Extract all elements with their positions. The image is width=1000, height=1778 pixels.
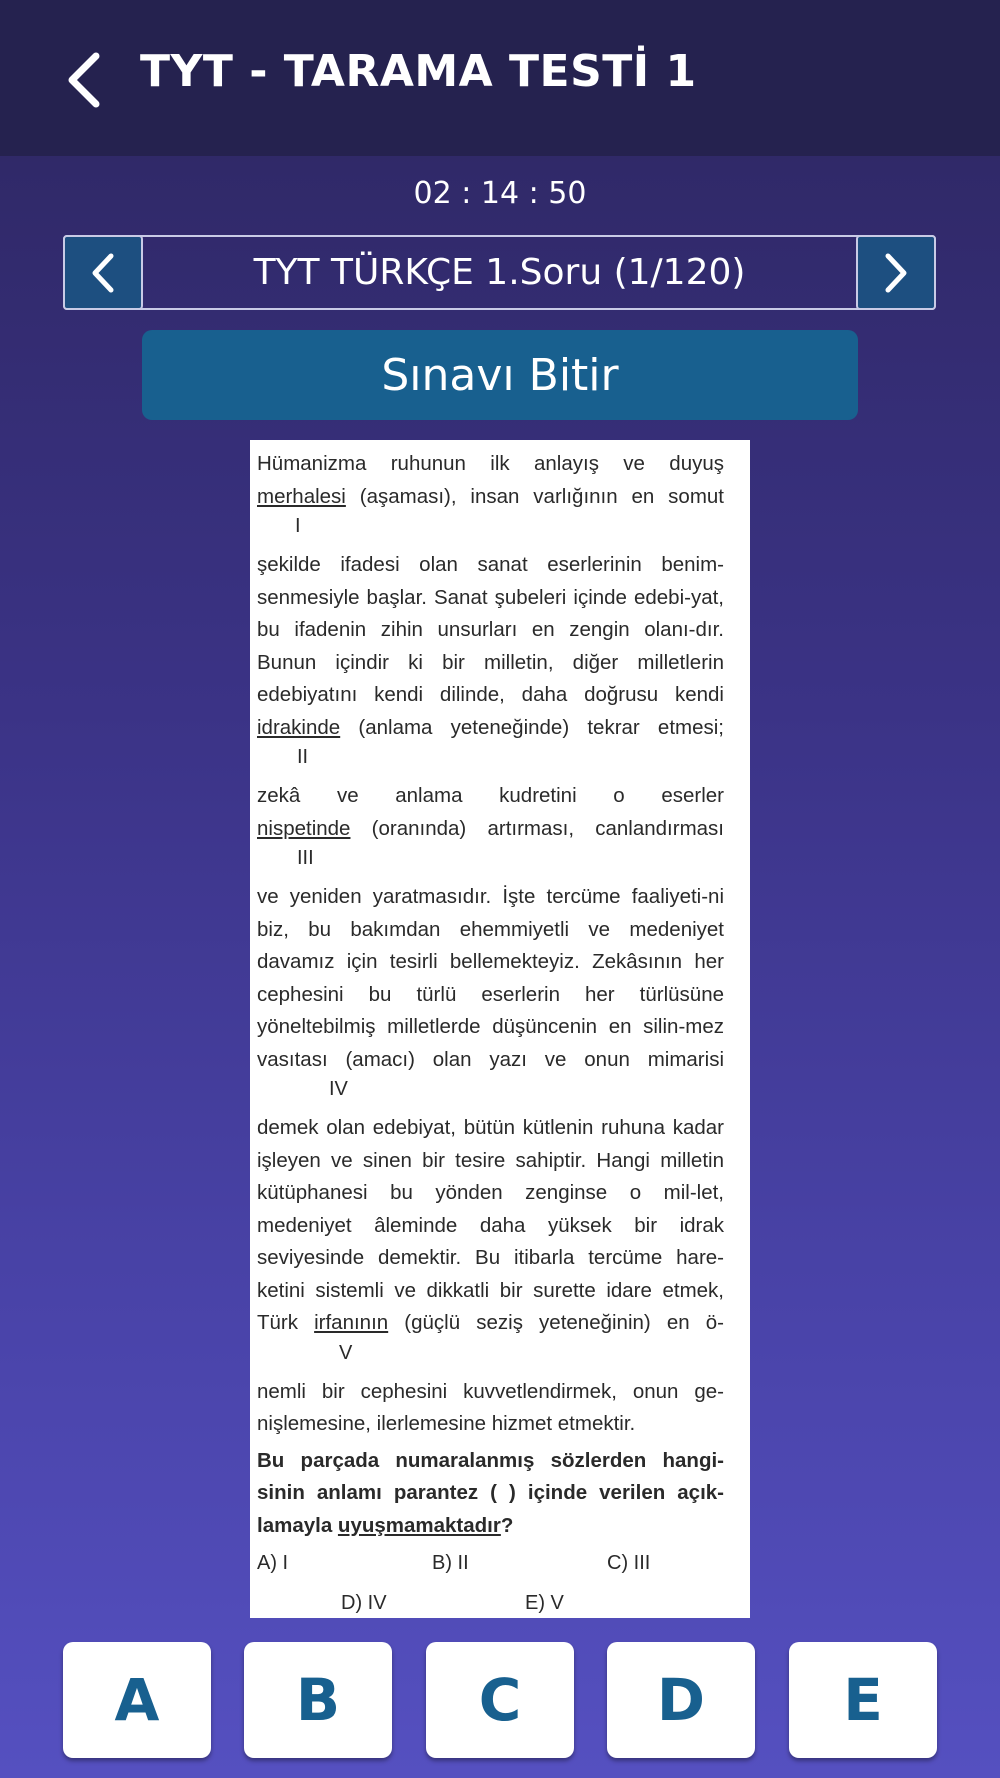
answer-c-button[interactable]: C	[426, 1642, 574, 1758]
question-text: (oranında) artırması, canlandırması	[350, 816, 724, 840]
question-paragraph	[257, 1112, 724, 1340]
question-text: (amacı) olan yazı ve onun mimarisi	[327, 1047, 724, 1071]
previous-question-button[interactable]	[63, 235, 143, 310]
underlined-word: irfanının	[314, 1311, 389, 1334]
app-header	[0, 0, 1000, 156]
roman-marker: I	[295, 515, 301, 537]
question-prompt-text: ?	[500, 1513, 514, 1537]
answer-e-button[interactable]: E	[789, 1642, 937, 1758]
question-prompt-text: Bu parçada numaralanmış sözlerden hangi-sinin anlamı parantez ( ) içinde verilen açık-lamayla	[257, 1448, 724, 1537]
question-paragraph: nemli bir cephesini kuvvetlendirmek, onun ge-nişlemesine, ilerlemesine hizmet etmektir.	[257, 1379, 724, 1435]
next-question-button[interactable]	[856, 235, 936, 310]
option-d: D) IV	[341, 1592, 387, 1614]
answer-d-button[interactable]: D	[607, 1642, 755, 1758]
chevron-left-icon	[64, 50, 104, 110]
question-paragraph	[257, 881, 724, 1076]
page-title: TYT - TARAMA TESTİ 1	[140, 46, 697, 97]
underlined-word: merhalesi	[257, 484, 346, 508]
finish-exam-button[interactable]: Sınavı Bitir	[142, 330, 858, 420]
question-text-line	[257, 813, 724, 846]
countdown-timer: 02 : 14 : 50	[413, 176, 587, 211]
chevron-left-icon	[88, 251, 118, 295]
question-text-line	[257, 481, 724, 514]
underlined-word: idrakinde	[257, 715, 341, 739]
answer-b-button[interactable]: B	[244, 1642, 392, 1758]
question-prompt	[257, 1445, 724, 1543]
answer-a-button[interactable]: A	[63, 1642, 211, 1758]
question-text-line: zekâ ve anlama kudretini o eserler	[257, 784, 724, 807]
question-paragraph: şekilde ifadesi olan sanat eserlerinin benim-senmesiyle başlar. Sanat şubeleri içinde edebi-yat, bu ifadenin zihin unsurları en zengin olanı-dır. Bunun içindir ki bir milletin, diğer milletlerin edebiyatını kendi dilinde, daha doğrusu kendi	[257, 553, 724, 706]
question-image	[250, 440, 750, 1618]
underlined-word: uyuşmamaktadır	[337, 1513, 501, 1537]
roman-marker: IV	[329, 1078, 348, 1100]
underlined-word: nispetinde	[257, 816, 351, 840]
question-text: demek olan edebiyat, bütün kütlenin ruhuna kadar işleyen ve sinen bir tesire sahiptir. Hangi milletin kütüphanesi bu yönden zenginse o mil-let, medeniyet âleminde daha yüksek bir idrak seviyesinde demektir. Bu itibarla tercüme hare-ketini sistemli ve dikkatli bir surette idare etmek, Türk	[257, 1116, 724, 1334]
chevron-right-icon	[881, 251, 911, 295]
question-text: (güçlü seziş yeteneğinin) en ö-	[388, 1311, 724, 1334]
roman-marker: V	[339, 1341, 353, 1364]
roman-marker: III	[297, 847, 314, 869]
option-e: E) V	[525, 1592, 564, 1614]
question-text: (anlama yeteneğinde) tekrar etmesi;	[340, 715, 724, 739]
question-indicator: TYT TÜRKÇE 1.Soru (1/120)	[253, 252, 746, 293]
back-button[interactable]	[56, 42, 112, 118]
option-b: B) II	[432, 1552, 469, 1574]
answer-options	[257, 1550, 724, 1630]
option-c: C) III	[607, 1552, 651, 1574]
roman-marker: II	[297, 746, 309, 768]
question-text-line: Hümanizma ruhunun ilk anlayış ve duyuş	[257, 452, 724, 475]
option-a: A) I	[257, 1552, 289, 1574]
question-text: vasıtası	[257, 1047, 328, 1071]
question-navigator	[63, 235, 936, 310]
answer-buttons	[63, 1642, 937, 1758]
question-text: (aşaması), insan varlığının en somut	[345, 484, 724, 508]
question-text: ve yeniden yaratmasıdır. İşte tercüme faaliyeti-ni biz, bu bakımdan ehemmiyetli ve medeniyet davamız için tesirli bellemekteyiz. Zekâsının her cephesini bu türlü eserlerin her türlüsüne yöneltebilmiş milletlerde düşüncenin en silin-mez	[257, 885, 724, 1038]
question-text-line	[257, 712, 724, 745]
